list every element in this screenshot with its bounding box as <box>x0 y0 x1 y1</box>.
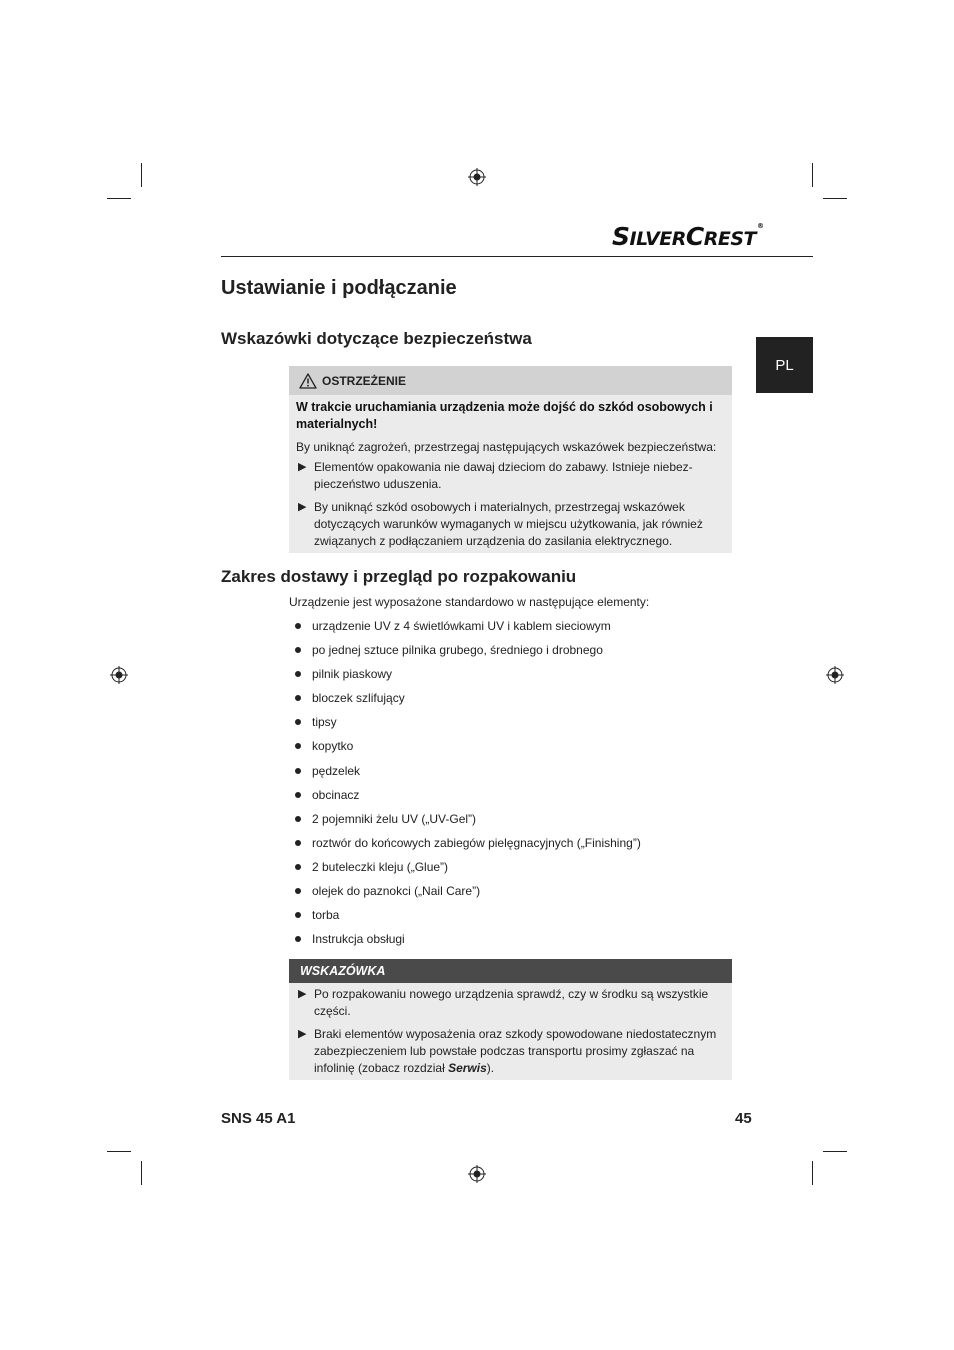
arrow-right-icon: ▶ <box>298 988 307 1000</box>
bullet-dot-icon <box>295 912 301 918</box>
crop-mark <box>812 163 813 187</box>
bullet-dot-icon <box>295 647 301 653</box>
warning-statement: W trakcie uruchamiania urządzenia może dojść do szkód osobowych i materialnych! <box>296 400 713 431</box>
bullet-dot-icon <box>295 671 301 677</box>
bullet-dot-icon <box>295 840 301 846</box>
delivery-heading: Zakres dostawy i przegląd po rozpakowaniu <box>221 567 577 586</box>
crop-mark <box>141 1161 142 1185</box>
brand-logo: SILVERCREST® <box>612 222 764 251</box>
bullet-dot-icon <box>295 816 301 822</box>
bullet-dot-icon <box>295 936 301 942</box>
warning-triangle-icon <box>299 373 317 389</box>
header-divider <box>221 256 813 257</box>
delivery-intro: Urządzenie jest wyposażone standardowo w następujące elementy: <box>289 595 650 609</box>
language-tab-label: PL <box>775 356 794 374</box>
language-tab <box>756 337 813 393</box>
warning-label: OSTRZEŻENIE <box>322 373 407 388</box>
note-label: WSKAZÓWKA <box>300 964 386 978</box>
service-chapter-reference: Serwis <box>448 1061 487 1075</box>
registration-mark-icon <box>468 1165 486 1183</box>
crop-mark <box>823 1151 847 1152</box>
registration-mark-icon <box>826 666 844 684</box>
bullet-dot-icon <box>295 768 301 774</box>
page-number: 45 <box>735 1110 752 1127</box>
warning-box: OSTRZEŻENIE W trakcie uruchamiania urządzenia może dojść do szkód osobowych i materialnych! By uniknąć zagrożeń, przestrzegaj następujących wskazówek bezpieczeństwa: ▶ Elementów opakowania nie dawaj dzieciom do zabawy. Istnieje niebez-pieczeństwo uduszenia. ▶ By uniknąć szkód osobowych i materialnych, przestrzegaj wskazówek dotyczących warunków wymaganych w miejscu użytkowania, jak również związanych z podłączaniem urządzenia do zasilania elektrycznego. <box>289 366 732 553</box>
bullet-dot-icon <box>295 888 301 894</box>
warning-intro: By uniknąć zagrożeń, przestrzegaj następujących wskazówek bezpieczeństwa: <box>296 440 717 454</box>
bullet-dot-icon <box>295 864 301 870</box>
registration-mark-icon <box>110 666 128 684</box>
arrow-right-icon: ▶ <box>298 1028 307 1040</box>
safety-heading: Wskazówki dotyczące bezpieczeństwa <box>221 329 532 348</box>
bullet-dot-icon <box>295 743 301 749</box>
arrow-right-icon: ▶ <box>298 501 307 513</box>
arrow-right-icon: ▶ <box>298 461 307 473</box>
bullet-dot-icon <box>295 792 301 798</box>
crop-mark <box>107 1151 131 1152</box>
bullet-dot-icon <box>295 623 301 629</box>
crop-mark <box>823 198 847 199</box>
crop-mark <box>107 198 131 199</box>
bullet-dot-icon <box>295 695 301 701</box>
page-title: Ustawianie i podłączanie <box>221 277 457 299</box>
warning-header <box>289 366 732 395</box>
note-box: WSKAZÓWKA ▶ Po rozpakowaniu nowego urządzenia sprawdź, czy w środku są wszystkie części. ▶ Braki elementów wyposażenia oraz szkody spowodowane niedostatecznym zabezpieczeniem lub powstałe podczas transportu prosimy zgłaszać na infolinię (zobacz rozdział Serwis). <box>289 959 732 1080</box>
crop-mark <box>812 1161 813 1185</box>
crop-mark <box>141 163 142 187</box>
registration-mark-icon <box>468 168 486 186</box>
footer-model: SNS 45 A1 <box>221 1110 296 1127</box>
bullet-dot-icon <box>295 719 301 725</box>
note-header <box>289 959 732 983</box>
